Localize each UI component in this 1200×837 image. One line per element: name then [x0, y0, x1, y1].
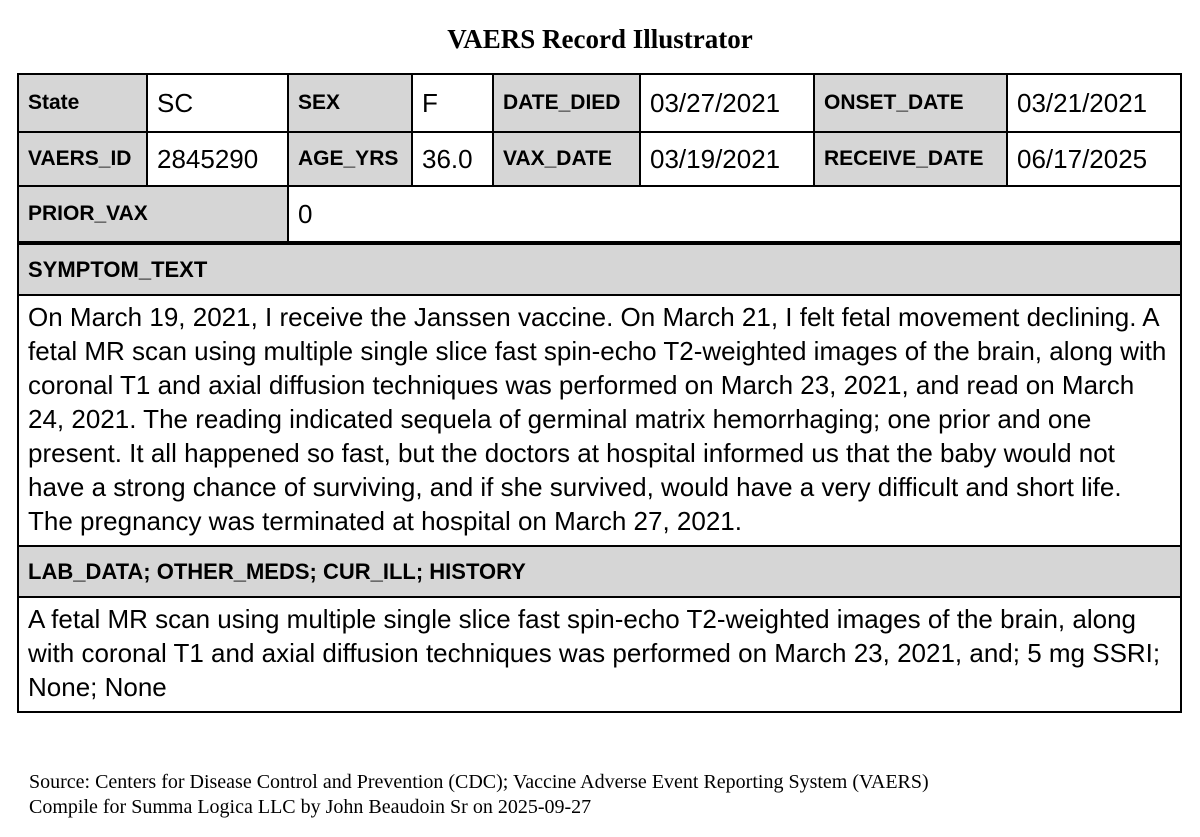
onset-date-label: ONSET_DATE: [815, 75, 1008, 131]
source-line: Source: Centers for Disease Control and Prevention (CDC); Vaccine Adverse Event Reporting System (VAERS): [29, 771, 929, 793]
prior-vax-label: PRIOR_VAX: [19, 187, 289, 241]
vax-date-label: VAX_DATE: [494, 133, 641, 185]
sex-label: SEX: [289, 75, 413, 131]
state-label: State: [19, 75, 148, 131]
vax-date-value: 03/19/2021: [641, 133, 815, 185]
record-row-2: [19, 133, 1180, 187]
sex-value: F: [413, 75, 494, 131]
age-yrs-label: AGE_YRS: [289, 133, 413, 185]
record-row-3: [19, 187, 1180, 243]
date-died-label: DATE_DIED: [494, 75, 641, 131]
symptom-section: [19, 243, 1180, 547]
symptom-text-body: On March 19, 2021, I receive the Janssen vaccine. On March 21, I felt fetal movement declining. A fetal MR scan using multiple single slice fast spin-echo T2-weighted images of the brain, along with coronal T1 and axial diffusion techniques was performed on March 23, 2021, and read on March 24, 2021. The reading indicated sequela of germinal matrix hemorrhaging; one prior and one present. It all happened so fast, but the doctors at hospital informed us that the baby would not have a strong chance of surviving, and if she survived, would have a very difficult and short life. The pregnancy was terminated at hospital on March 27, 2021.: [19, 296, 1180, 547]
record-row-1: [19, 75, 1180, 133]
compile-line: Compile for Summa Logica LLC by John Beaudoin Sr on 2025-09-27: [29, 796, 592, 818]
age-yrs-value: 36.0: [413, 133, 494, 185]
record-table: [17, 73, 1182, 713]
lab-section: [19, 547, 1180, 711]
lab-data-heading: LAB_DATA; OTHER_MEDS; CUR_ILL; HISTORY: [19, 547, 1180, 598]
prior-vax-value: 0: [289, 187, 1180, 241]
date-died-value: 03/27/2021: [641, 75, 815, 131]
state-value: SC: [148, 75, 289, 131]
source-footer: [29, 770, 929, 820]
vaers-id-value: 2845290: [148, 133, 289, 185]
vaers-id-label: VAERS_ID: [19, 133, 148, 185]
lab-data-body: A fetal MR scan using multiple single slice fast spin-echo T2-weighted images of the brain, along with coronal T1 and axial diffusion techniques was performed on March 23, 2021, and; 5 mg SSRI; None; None: [28, 604, 1161, 702]
onset-date-value: 03/21/2021: [1008, 75, 1180, 131]
page-title: VAERS Record Illustrator: [447, 24, 753, 54]
receive-date-value: 06/17/2025: [1008, 133, 1180, 185]
symptom-text-heading: SYMPTOM_TEXT: [19, 245, 1180, 296]
receive-date-label: RECEIVE_DATE: [815, 133, 1008, 185]
